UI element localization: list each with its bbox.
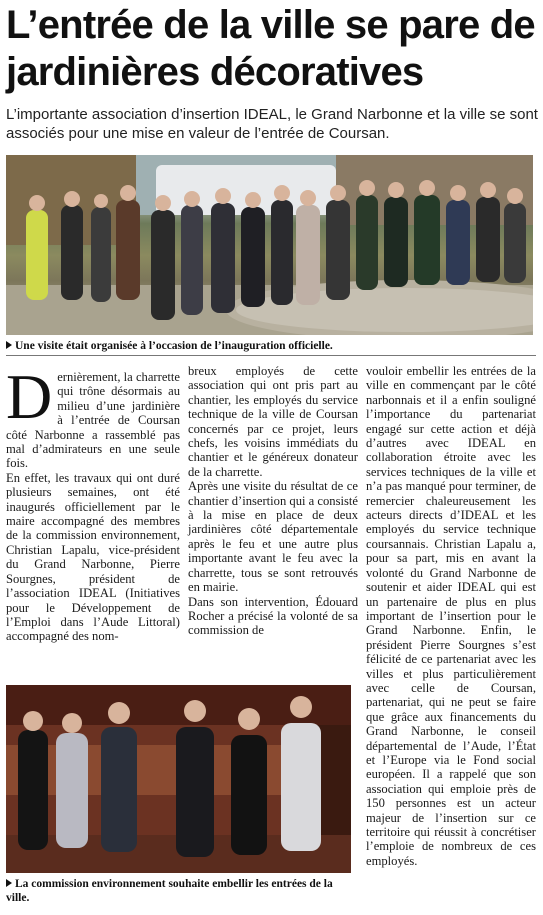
article-column-2 bbox=[188, 364, 358, 638]
group-photo-indoor bbox=[6, 685, 351, 873]
photo2-caption bbox=[6, 877, 351, 905]
indoor-photo-illustration bbox=[6, 685, 351, 873]
group-photo-outdoor bbox=[6, 155, 533, 335]
caption-arrow-icon bbox=[6, 879, 12, 887]
divider bbox=[6, 355, 536, 356]
article-paragraph: Après une visite du résultat de ce chantier d’insertion qui a consisté à la mise en place de deux jardinières côté départementale après le feu et une autre plus importante avant le feu avec la charrette, tous se sont retrouvés en mairie. bbox=[188, 479, 358, 595]
article-paragraph: breux employés de cette association qui ont pris part au chantier, les employés du service technique de la ville de Coursan concernés par ce projet, leurs chefs, les voisins immédiats du chantier et le généreux donateur de la charrette. bbox=[188, 364, 358, 479]
standfirst: L’importante association d’insertion IDEAL, le Grand Narbonne et la ville se sont associés pour une mise en valeur de l’entrée de Coursan. bbox=[6, 106, 538, 142]
article-paragraph: ernièrement, la charrette qui trône désormais au milieu d’une jardinière à l’entrée de Coursan côté Narbonne a rassemblé pas mal d’admirateurs en une seule fois. bbox=[6, 370, 180, 471]
article-column-3 bbox=[366, 364, 536, 868]
photo2-caption-text: La commission environnement souhaite embellir les entrées de la ville. bbox=[6, 878, 333, 904]
article-paragraph: vouloir embellir les entrées de la ville en commençant par le côté narbonnais et il a enfin souligné l’importance du partenariat engagé sur cette action et déjà d’autres avec IDEAL en collaboration étroite avec les services techniques de la ville et n’a pas manqué pour terminer, de remercier chaleureusement les acteurs directs d’IDEAL et les employés du service technique coursannais. Christian Lapalu a, pour sa part, mis en avant la volonté du Grand Narbonne de soutenir et aider IDEAL qui est un partenaire de plus en plus important de l’insertion pour le Grand Narbonne. Enfin, le président Pierre Sourgnes s’est félicité de ce partenariat avec les villes et plus particulièrement avec celle de Coursan, partenariat, qui ne peut se faire que grâce aux financements du Grand Narbonne, le conseil départemental de l’Aude, l’État et l’Europe via le Fond social européen. Il a rappelé que son association qui emploie près de 150 personnes est un acteur majeur de l’insertion sur ce territoire qui réussit à concrétiser l’emploie de nombreux de ces employés. bbox=[366, 364, 536, 868]
photo1-caption-text: Une visite était organisée à l’occasion de l’inauguration officielle. bbox=[15, 340, 333, 352]
article-paragraph: Dans son intervention, Édouard Rocher a précisé la volonté de sa commission de bbox=[188, 594, 358, 638]
photo1-caption bbox=[6, 339, 536, 353]
article-paragraph: En effet, les travaux qui ont duré plusieurs semaines, ont été inaugurés officiellement par le maire accompagné des membres de la commission environnement, Christian Lapalu, vice-président du Grand Narbonne, Pierre Sourgnes, président de l’association IDEAL (Initiatives pour le Développement de l’Emploi dans l’Aude Littoral) accompagné des nom- bbox=[6, 470, 180, 644]
headline: L’entrée de la ville se pare de jardinières décoratives bbox=[6, 3, 535, 94]
dropcap: D bbox=[6, 361, 53, 432]
article-column-1 bbox=[6, 361, 180, 644]
group-photo-illustration bbox=[6, 155, 533, 335]
caption-arrow-icon bbox=[6, 341, 12, 349]
